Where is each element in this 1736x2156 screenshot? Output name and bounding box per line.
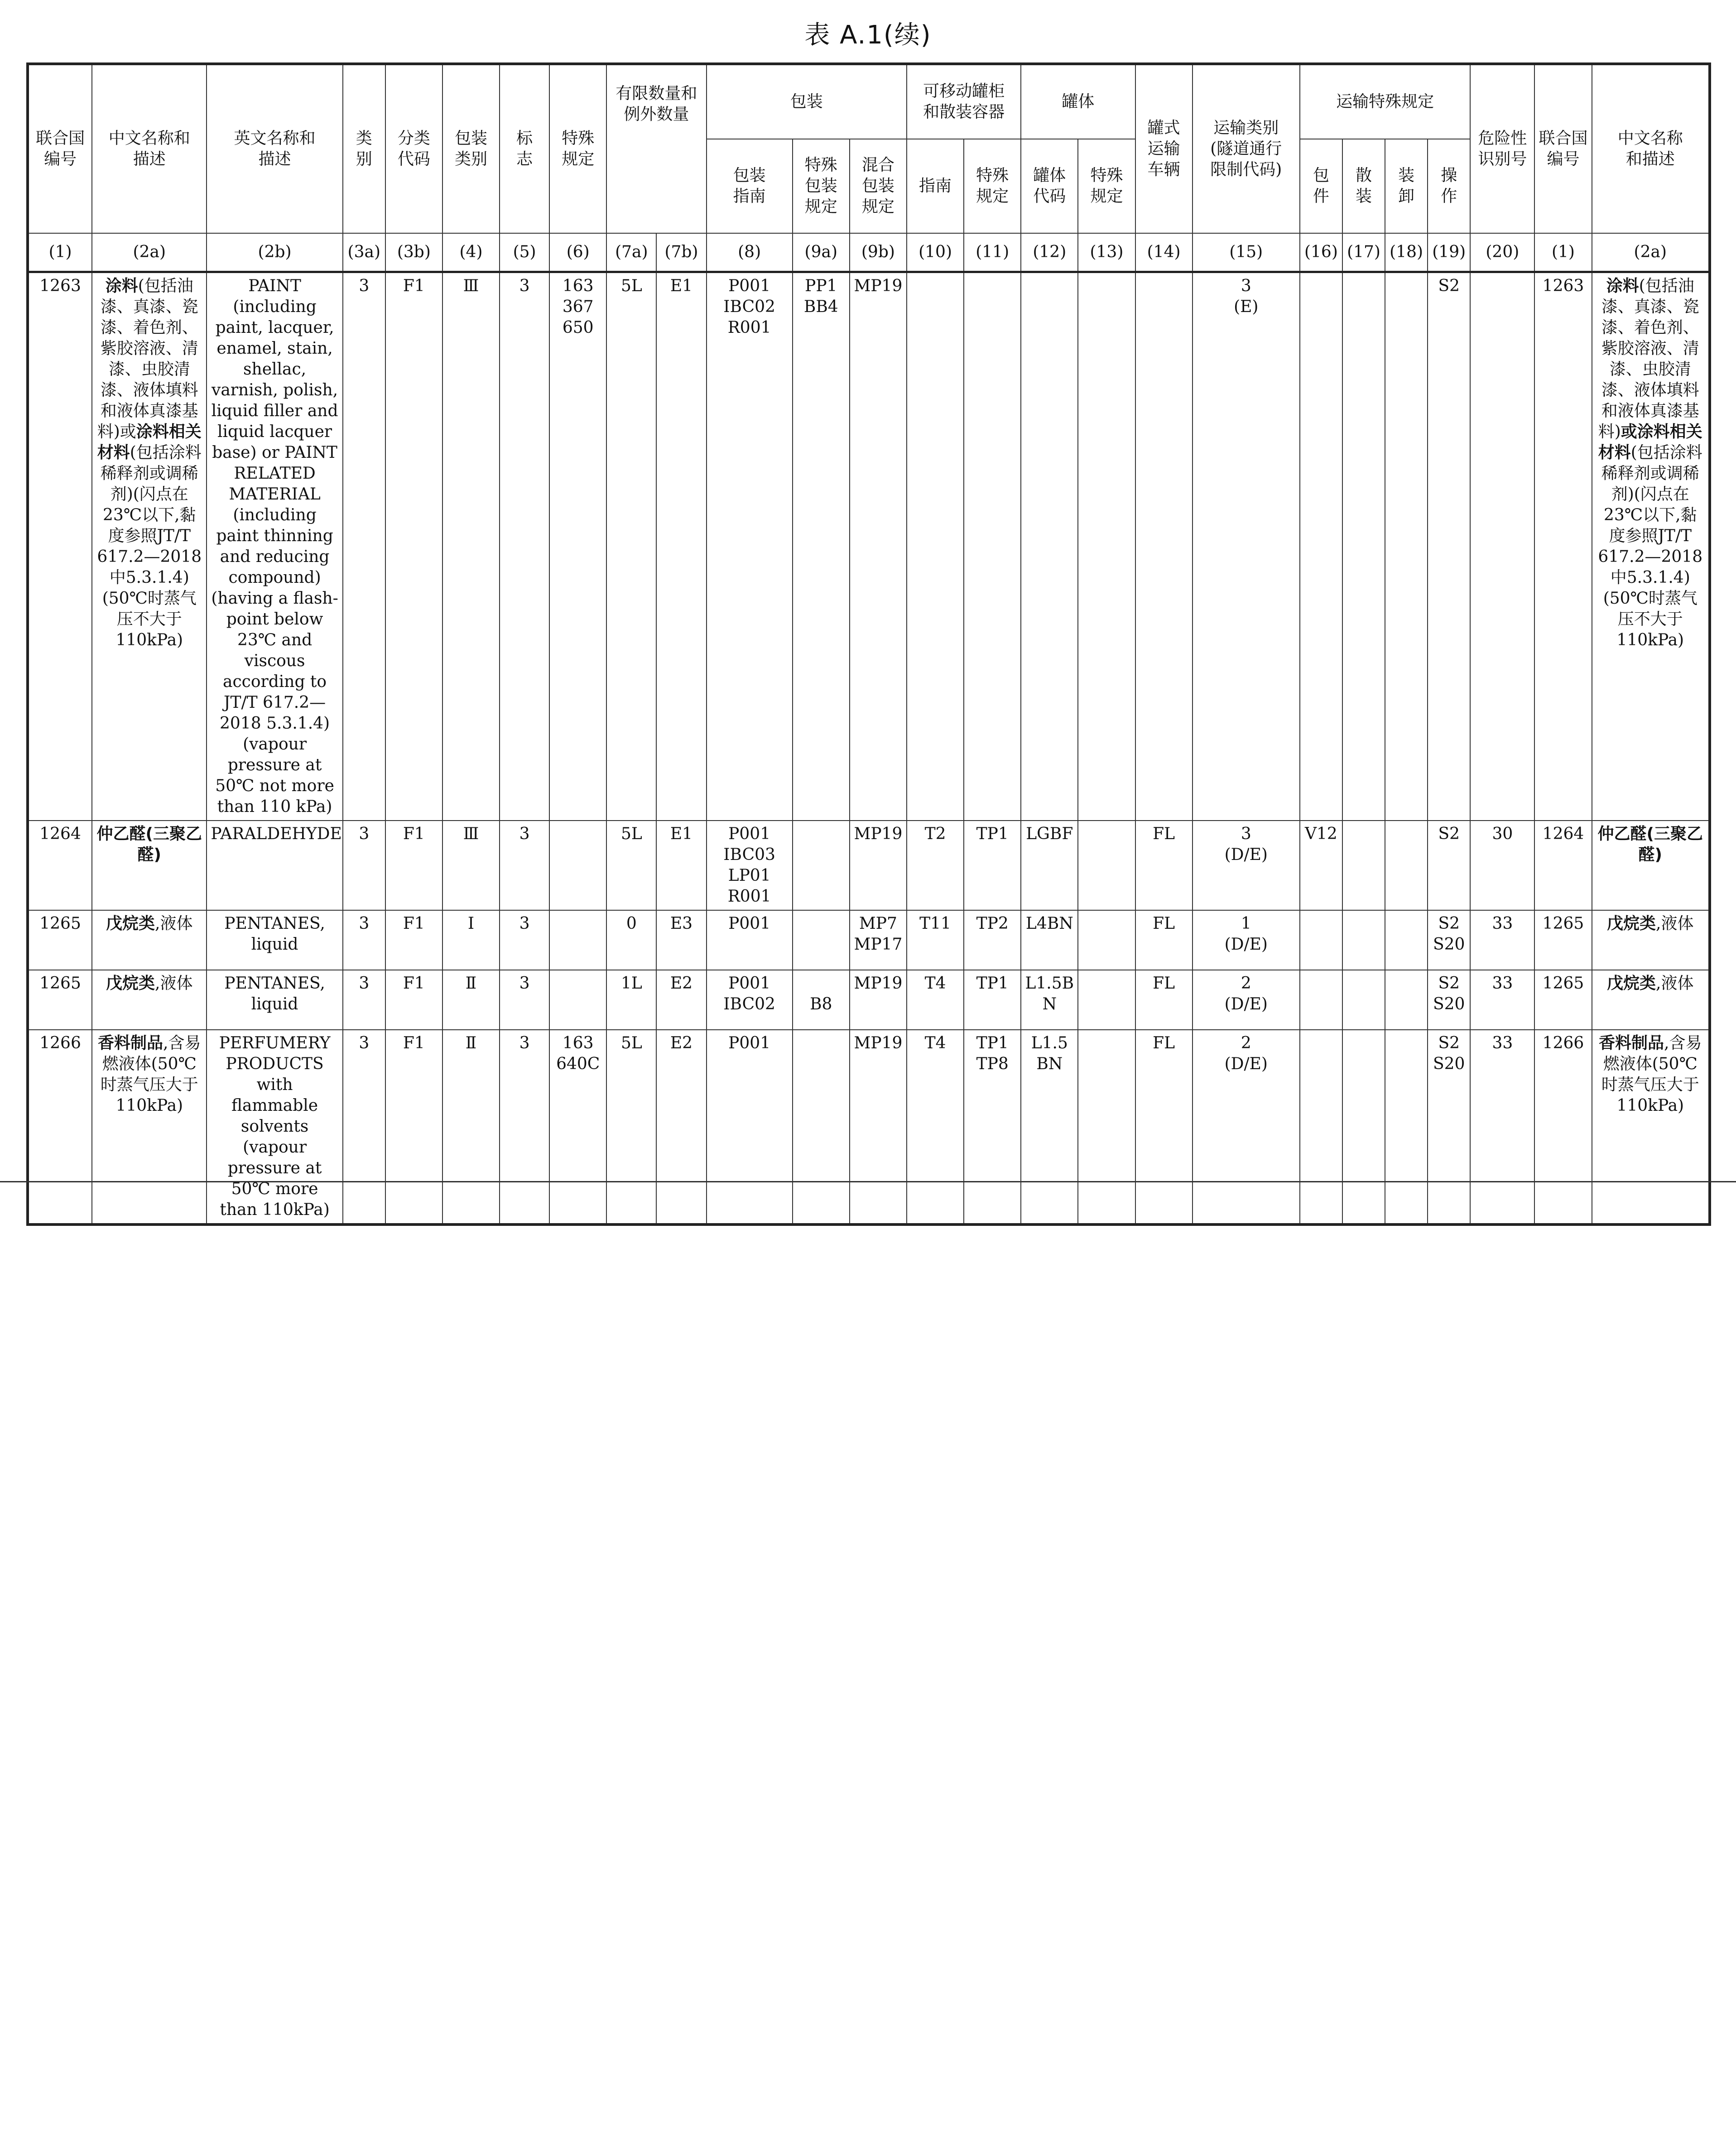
- excepted-quantity: E1: [656, 272, 706, 821]
- hazard-id: 33: [1470, 910, 1534, 970]
- header-name-zh: 中文名称和 描述: [92, 64, 207, 233]
- packing-special: [793, 1030, 850, 1224]
- mixed-packing: MP19: [850, 970, 907, 1030]
- ts-bulk: [1342, 970, 1385, 1030]
- header-pack-special: 特殊 包装 规定: [793, 139, 850, 233]
- class: 3: [343, 821, 385, 910]
- tank-vehicle: [1135, 272, 1193, 821]
- un-number-repeat: 1264: [1534, 821, 1592, 910]
- label: 3: [500, 1030, 549, 1224]
- table-row: [28, 970, 1710, 1030]
- colnum: (2a): [92, 233, 207, 272]
- colnum: (19): [1428, 233, 1470, 272]
- hazard-id: [1470, 272, 1534, 821]
- class-code: F1: [385, 910, 442, 970]
- page-divider: [0, 1181, 1736, 1182]
- label: 3: [500, 821, 549, 910]
- name-zh-repeat: [1592, 970, 1710, 1030]
- name-zh-bold: 香料制品: [98, 1034, 164, 1052]
- ts-package: [1300, 272, 1342, 821]
- packing-special: [793, 821, 850, 910]
- name-zh: [92, 1030, 207, 1224]
- tank-code: L1.5B N: [1021, 970, 1078, 1030]
- header-name-zh-repeat: 中文名称 和描述: [1592, 64, 1710, 233]
- portable-tank-instruction: T11: [907, 910, 964, 970]
- ts-loading: [1385, 910, 1428, 970]
- name-zh-text: (包括油漆、真漆、瓷漆、着色剂、紫胶溶液、清漆、虫胶清漆、液体填料和液体真漆基料)或: [97, 277, 198, 441]
- excepted-quantity: E1: [656, 821, 706, 910]
- header-class-code: 分类 代码: [385, 64, 442, 233]
- ts-loading: [1385, 272, 1428, 821]
- tank-special: [1078, 272, 1135, 821]
- name-zh: [92, 910, 207, 970]
- header-un-no-repeat: 联合国 编号: [1534, 64, 1592, 233]
- header-name-en: 英文名称和 描述: [207, 64, 342, 233]
- header-un-no: 联合国 编号: [28, 64, 92, 233]
- ts-operation: S2 S20: [1428, 910, 1470, 970]
- name-zh-bold: 涂料相关材料: [97, 423, 202, 462]
- ts-package: [1300, 910, 1342, 970]
- tank-vehicle: FL: [1135, 821, 1193, 910]
- header-transport-special: 运输特殊规定: [1300, 64, 1470, 139]
- un-number: 1266: [28, 1030, 92, 1224]
- packing-instruction: P001 IBC02 R001: [707, 272, 793, 821]
- header-limited-quantity: 有限数量和 例外数量: [606, 64, 706, 233]
- packing-special: B8: [793, 970, 850, 1030]
- header-mixed-packing: 混合 包装 规定: [850, 139, 907, 233]
- hazard-id: 30: [1470, 821, 1534, 910]
- colnum: (4): [442, 233, 500, 272]
- name-zh-text: ,液体: [1656, 914, 1694, 933]
- ts-loading: [1385, 821, 1428, 910]
- header-transport-category: 运输类别 (隧道通行 限制代码): [1193, 64, 1300, 233]
- table-row: [28, 821, 1710, 910]
- name-zh-bold: 仲乙醛(三聚乙醛): [1597, 825, 1703, 864]
- colnum: (15): [1193, 233, 1300, 272]
- hazard-id: 33: [1470, 1030, 1534, 1224]
- header-hazard-id: 危险性 识别号: [1470, 64, 1534, 233]
- transport-category: 2 (D/E): [1193, 970, 1300, 1030]
- name-zh-bold: 或涂料相关材料: [1598, 423, 1702, 462]
- name-zh-bold: 涂料: [1606, 277, 1639, 295]
- packing-group: Ⅲ: [442, 272, 500, 821]
- mixed-packing: MP19: [850, 821, 907, 910]
- name-zh-text: (包括涂料稀释剂或调稀剂)(闪点在23℃以下,黏度参照JT/T 617.2—2018中5.3.1.4)(50℃时蒸气压不大于110kPa): [1598, 443, 1703, 649]
- mixed-packing: MP7 MP17: [850, 910, 907, 970]
- header-ts-bulk: 散 装: [1342, 139, 1385, 233]
- excepted-quantity: E3: [656, 910, 706, 970]
- packing-group: Ⅲ: [442, 821, 500, 910]
- ts-bulk: [1342, 821, 1385, 910]
- name-zh-text: (包括涂料稀释剂或调稀剂)(闪点在23℃以下,黏度参照JT/T 617.2—2018中5.3.1.4)(50℃时蒸气压不大于110kPa): [97, 443, 202, 649]
- ts-loading: [1385, 1030, 1428, 1224]
- header-portable-tank: 可移动罐柜 和散装容器: [907, 64, 1021, 139]
- header-tank-code: 罐体 代码: [1021, 139, 1078, 233]
- un-number: 1264: [28, 821, 92, 910]
- table-header: [28, 64, 1710, 272]
- un-number-repeat: 1263: [1534, 272, 1592, 821]
- class-code: F1: [385, 821, 442, 910]
- name-zh-text: ,液体: [155, 974, 193, 993]
- limited-quantity: 1L: [606, 970, 656, 1030]
- un-number-repeat: 1265: [1534, 970, 1592, 1030]
- class-code: F1: [385, 272, 442, 821]
- header-ts-loading: 装 卸: [1385, 139, 1428, 233]
- ts-bulk: [1342, 910, 1385, 970]
- name-zh-text: ,含易燃液体(50℃时蒸气压大于110kPa): [100, 1034, 201, 1115]
- transport-category: 1 (D/E): [1193, 910, 1300, 970]
- header-class: 类 别: [343, 64, 385, 233]
- colnum: (13): [1078, 233, 1135, 272]
- portable-tank-special: TP1: [964, 821, 1021, 910]
- ts-bulk: [1342, 1030, 1385, 1224]
- ts-operation: S2 S20: [1428, 1030, 1470, 1224]
- tank-code: L1.5 BN: [1021, 1030, 1078, 1224]
- tank-special: [1078, 970, 1135, 1030]
- table-row: [28, 910, 1710, 970]
- header-packaging: 包装: [707, 64, 907, 139]
- name-zh-repeat: [1592, 272, 1710, 821]
- tank-code: L4BN: [1021, 910, 1078, 970]
- header-pack-instruction: 包装 指南: [707, 139, 793, 233]
- packing-instruction: P001 IBC03 LP01 R001: [707, 821, 793, 910]
- mixed-packing: MP19: [850, 272, 907, 821]
- header-tank-special: 特殊 规定: [1078, 139, 1135, 233]
- name-zh-text: ,液体: [1656, 974, 1694, 993]
- hazard-id: 33: [1470, 970, 1534, 1030]
- transport-category: 3 (D/E): [1193, 821, 1300, 910]
- name-en: PENTANES, liquid: [207, 910, 342, 970]
- name-zh: [92, 970, 207, 1030]
- colnum: (18): [1385, 233, 1428, 272]
- class: 3: [343, 910, 385, 970]
- dangerous-goods-table: [26, 62, 1711, 1226]
- colnum: (5): [500, 233, 549, 272]
- ts-operation: S2: [1428, 272, 1470, 821]
- packing-instruction: P001 IBC02: [707, 970, 793, 1030]
- table-row: [28, 1030, 1710, 1224]
- tank-code: [1021, 272, 1078, 821]
- class: 3: [343, 1030, 385, 1224]
- special-provisions: 163 367 650: [549, 272, 606, 821]
- limited-quantity: 5L: [606, 1030, 656, 1224]
- portable-tank-instruction: T2: [907, 821, 964, 910]
- colnum: (3a): [343, 233, 385, 272]
- portable-tank-special: TP2: [964, 910, 1021, 970]
- tank-vehicle: FL: [1135, 970, 1193, 1030]
- packing-special: [793, 910, 850, 970]
- ts-bulk: [1342, 272, 1385, 821]
- table-row: [28, 272, 1710, 821]
- header-label: 标 志: [500, 64, 549, 233]
- class-code: F1: [385, 1030, 442, 1224]
- un-number: 1265: [28, 970, 92, 1030]
- un-number: 1263: [28, 272, 92, 821]
- portable-tank-special: TP1 TP8: [964, 1030, 1021, 1224]
- packing-group: Ⅱ: [442, 1030, 500, 1224]
- transport-category: 2 (D/E): [1193, 1030, 1300, 1224]
- name-en: PENTANES, liquid: [207, 970, 342, 1030]
- limited-quantity: 5L: [606, 821, 656, 910]
- ts-package: [1300, 1030, 1342, 1224]
- limited-quantity: 0: [606, 910, 656, 970]
- un-number: 1265: [28, 910, 92, 970]
- colnum: (14): [1135, 233, 1193, 272]
- packing-special: PP1 BB4: [793, 272, 850, 821]
- packing-instruction: P001: [707, 1030, 793, 1224]
- name-zh-bold: 戊烷类: [1607, 914, 1656, 933]
- name-zh-text: (包括油漆、真漆、瓷漆、着色剂、紫胶溶液、清漆、虫胶清漆、液体填料和液体真漆基料): [1598, 277, 1699, 441]
- class: 3: [343, 970, 385, 1030]
- name-en: PERFUMERY PRODUCTS with flammable solvents (vapour pressure at 50℃ more than 110kPa): [207, 1030, 342, 1224]
- packing-group: Ⅱ: [442, 970, 500, 1030]
- tank-vehicle: FL: [1135, 1030, 1193, 1224]
- colnum: (12): [1021, 233, 1078, 272]
- colnum: (20): [1470, 233, 1534, 272]
- excepted-quantity: E2: [656, 1030, 706, 1224]
- class: 3: [343, 272, 385, 821]
- name-zh-repeat: [1592, 821, 1710, 910]
- label: 3: [500, 272, 549, 821]
- colnum: (2a): [1592, 233, 1710, 272]
- special-provisions: 163 640C: [549, 1030, 606, 1224]
- name-zh-bold: 戊烷类: [1607, 974, 1656, 993]
- packing-group: Ⅰ: [442, 910, 500, 970]
- portable-tank-instruction: T4: [907, 1030, 964, 1224]
- ts-package: [1300, 970, 1342, 1030]
- name-en: PAINT (including paint, lacquer, enamel, stain, shellac, varnish, polish, liquid filler and liquid lacquer base) or PAINT RELATED MATERIAL (including paint thinning and reducing compound) (having a flash-point below 23℃ and viscous according to JT/T 617.2—2018 5.3.1.4) (vapour pressure at 50℃ not more than 110 kPa): [207, 272, 342, 821]
- name-zh-text: ,液体: [155, 914, 193, 933]
- mixed-packing: MP19: [850, 1030, 907, 1224]
- name-zh-text: ,含易燃液体(50℃时蒸气压大于110kPa): [1601, 1034, 1702, 1115]
- name-zh-repeat: [1592, 1030, 1710, 1224]
- transport-category: 3 (E): [1193, 272, 1300, 821]
- colnum: (17): [1342, 233, 1385, 272]
- ts-loading: [1385, 970, 1428, 1030]
- un-number-repeat: 1266: [1534, 1030, 1592, 1224]
- ts-operation: S2: [1428, 821, 1470, 910]
- colnum: (2b): [207, 233, 342, 272]
- excepted-quantity: E2: [656, 970, 706, 1030]
- colnum: (7b): [656, 233, 706, 272]
- label: 3: [500, 970, 549, 1030]
- packing-instruction: P001: [707, 910, 793, 970]
- name-zh: [92, 821, 207, 910]
- tank-special: [1078, 1030, 1135, 1224]
- colnum: (3b): [385, 233, 442, 272]
- colnum: (16): [1300, 233, 1342, 272]
- ts-package: V12: [1300, 821, 1342, 910]
- tank-vehicle: FL: [1135, 910, 1193, 970]
- header-pt-special: 特殊 规定: [964, 139, 1021, 233]
- name-zh-bold: 戊烷类: [106, 974, 155, 993]
- name-zh-bold: 仲乙醛(三聚乙醛): [96, 825, 202, 864]
- colnum: (6): [549, 233, 606, 272]
- name-zh-bold: 戊烷类: [106, 914, 155, 933]
- ts-operation: S2 S20: [1428, 970, 1470, 1030]
- colnum: (8): [707, 233, 793, 272]
- colnum: (11): [964, 233, 1021, 272]
- special-provisions: [549, 970, 606, 1030]
- name-zh-repeat: [1592, 910, 1710, 970]
- header-tank-vehicle: 罐式 运输 车辆: [1135, 64, 1193, 233]
- portable-tank-special: TP1: [964, 970, 1021, 1030]
- colnum: (1): [1534, 233, 1592, 272]
- tank-special: [1078, 910, 1135, 970]
- name-zh-bold: 涂料: [105, 277, 138, 295]
- header-packing-group: 包装 类别: [442, 64, 500, 233]
- tank-code: LGBF: [1021, 821, 1078, 910]
- colnum: (7a): [606, 233, 656, 272]
- colnum: (9b): [850, 233, 907, 272]
- name-en: PARALDEHYDE: [207, 821, 342, 910]
- class-code: F1: [385, 970, 442, 1030]
- header-ts-operation: 操 作: [1428, 139, 1470, 233]
- limited-quantity: 5L: [606, 272, 656, 821]
- colnum: (9a): [793, 233, 850, 272]
- colnum: (10): [907, 233, 964, 272]
- colnum: (1): [28, 233, 92, 272]
- portable-tank-instruction: [907, 272, 964, 821]
- table-caption: 表 A.1(续): [804, 20, 932, 50]
- tank-special: [1078, 821, 1135, 910]
- header-ts-package: 包 件: [1300, 139, 1342, 233]
- name-zh: [92, 272, 207, 821]
- special-provisions: [549, 821, 606, 910]
- portable-tank-instruction: T4: [907, 970, 964, 1030]
- label: 3: [500, 910, 549, 970]
- header-pt-instruction: 指南: [907, 139, 964, 233]
- name-zh-bold: 香料制品: [1599, 1034, 1664, 1052]
- portable-tank-special: [964, 272, 1021, 821]
- table-body: [28, 272, 1710, 1225]
- un-number-repeat: 1265: [1534, 910, 1592, 970]
- header-special-provisions: 特殊 规定: [549, 64, 606, 233]
- special-provisions: [549, 910, 606, 970]
- header-tank: 罐体: [1021, 64, 1135, 139]
